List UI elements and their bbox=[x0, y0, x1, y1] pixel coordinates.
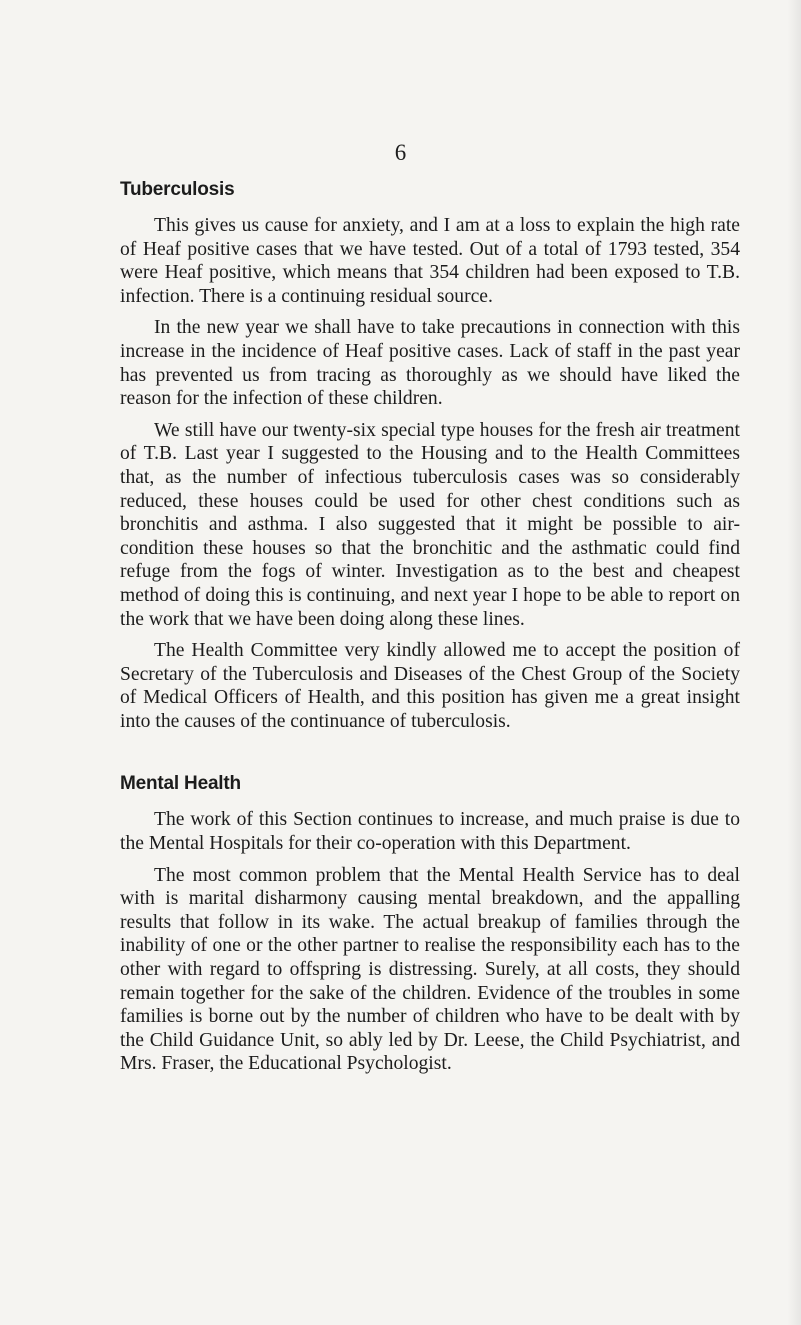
paragraph: The most common problem that the Mental Health Service has to deal with is marital disharmony causing mental breakdown, and the appalling results that follow in its wake. The actual breakup of families through the inability of one or the other partner to realise the responsibility each has to the other with regard to offspring is distressing. Surely, at all costs, they should remain together for the sake of the children. Evidence of the troubles in some families is borne out by the number of children who have to be dealt with by the Child Guidance Unit, so ably led by Dr. Leese, the Child Psychiatrist, and Mrs. Fraser, the Educational Psychologist. bbox=[120, 864, 740, 1075]
paragraph: This gives us cause for anxiety, and I am at a loss to explain the high rate of Heaf positive cases that we have tested. Out of a total of 1793 tested, 354 were Heaf positive, which means that 354 children had been exposed to T.B. infection. There is a continuing residual source. bbox=[120, 215, 740, 307]
page-edge-shadow bbox=[787, 0, 801, 1325]
paragraph: In the new year we shall have to take precautions in connection with this increase in the incidence of Heaf positive cases. Lack of staff in the past year has prevented us from tracing as thoroughly as we should have liked the reason for the infection of these children. bbox=[120, 317, 740, 410]
paragraph: We still have our twenty-six special type houses for the fresh air treatment of T.B. Last year I suggested to the Housing and to the Health Committees that, as the number of infectious tuberculosis cases was so considerably reduced, these houses could be used for other chest conditions such as bronchitis and asthma. I also suggested that it might be possible to air-condition these houses so that the bronchitic and the asthmatic could find refuge from the fogs of winter. Investigation as to the best and cheapest method of doing this is continuing, and next year I hope to be able to report on the work that we have been doing along these lines. bbox=[120, 419, 740, 630]
paragraph: The work of this Section continues to increase, and much praise is due to the Mental Hospitals for their co-operation with this Department. bbox=[120, 809, 740, 855]
document-body bbox=[120, 178, 740, 1084]
page-number: 6 bbox=[394, 140, 407, 165]
section-heading: Tuberculosis bbox=[120, 179, 235, 200]
paragraph: The Health Committee very kindly allowed me to accept the position of Secretary of the Tuberculosis and Diseases of the Chest Group of the Society of Medical Officers of Health, and this position has given me a great insight into the causes of the continuance of tuberculosis. bbox=[120, 640, 740, 732]
section-heading: Mental Health bbox=[120, 773, 241, 795]
section-tuberculosis bbox=[120, 178, 740, 733]
section-mental-health bbox=[120, 772, 740, 1076]
